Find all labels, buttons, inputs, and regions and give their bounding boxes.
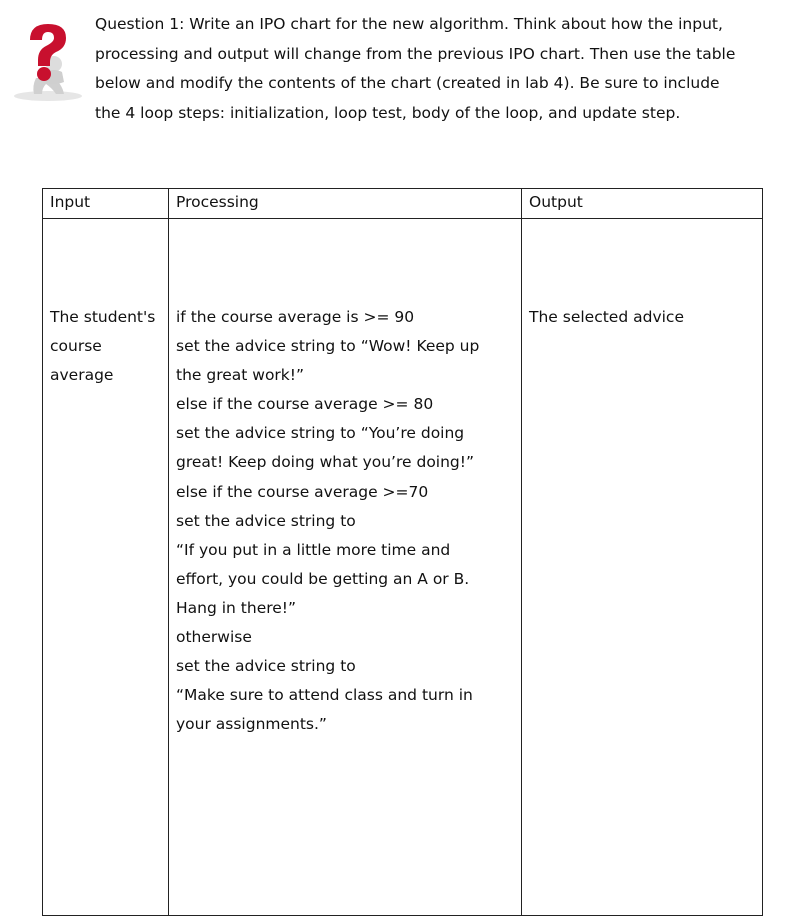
processing-line: if the course average is >= 90 [176,308,415,326]
processing-line: else if the course average >= 80 [176,395,434,414]
processing-line: great! Keep doing what you’re doing!” [176,453,475,472]
processing-line: Hang in there!” [176,598,297,617]
processing-line: effort, you could be getting an A or B. [176,569,470,588]
output-cell [522,219,763,916]
input-line: The student's [50,308,156,326]
processing-line: the great work!” [176,366,305,385]
input-cell [43,219,169,916]
question-line: below and modify the contents of the chart (created in lab 4). Be sure to include [95,74,720,92]
table-row [43,219,763,916]
table-header-row [43,189,763,219]
question-line: processing and output will change from the previous IPO chart. Then use the table [95,44,736,63]
processing-cell [169,219,522,916]
processing-header: Processing [169,189,522,219]
processing-line: set the advice string to “Wow! Keep up [176,337,480,356]
question-line: the 4 loop steps: initialization, loop test, body of the loop, and update step. [95,103,681,122]
output-line: The selected advice [529,308,684,326]
processing-line: your assignments.” [176,715,327,734]
processing-line: otherwise [176,628,252,647]
input-line: average [50,366,114,385]
question-mark-figure-icon [8,20,86,102]
processing-line: “If you put in a little more time and [176,540,451,559]
output-header: Output [522,189,763,219]
processing-line: set the advice string to [176,511,356,530]
processing-line: set the advice string to [176,657,356,676]
question-line: Question 1: Write an IPO chart for the new algorithm. Think about how the input, [95,15,723,33]
ipo-chart-table [42,188,763,916]
processing-line: else if the course average >=70 [176,482,429,501]
processing-line: “Make sure to attend class and turn in [176,686,473,705]
input-line: course [50,337,102,355]
question-text [95,10,785,128]
input-header: Input [43,189,169,219]
processing-line: set the advice string to “You’re doing [176,424,465,443]
